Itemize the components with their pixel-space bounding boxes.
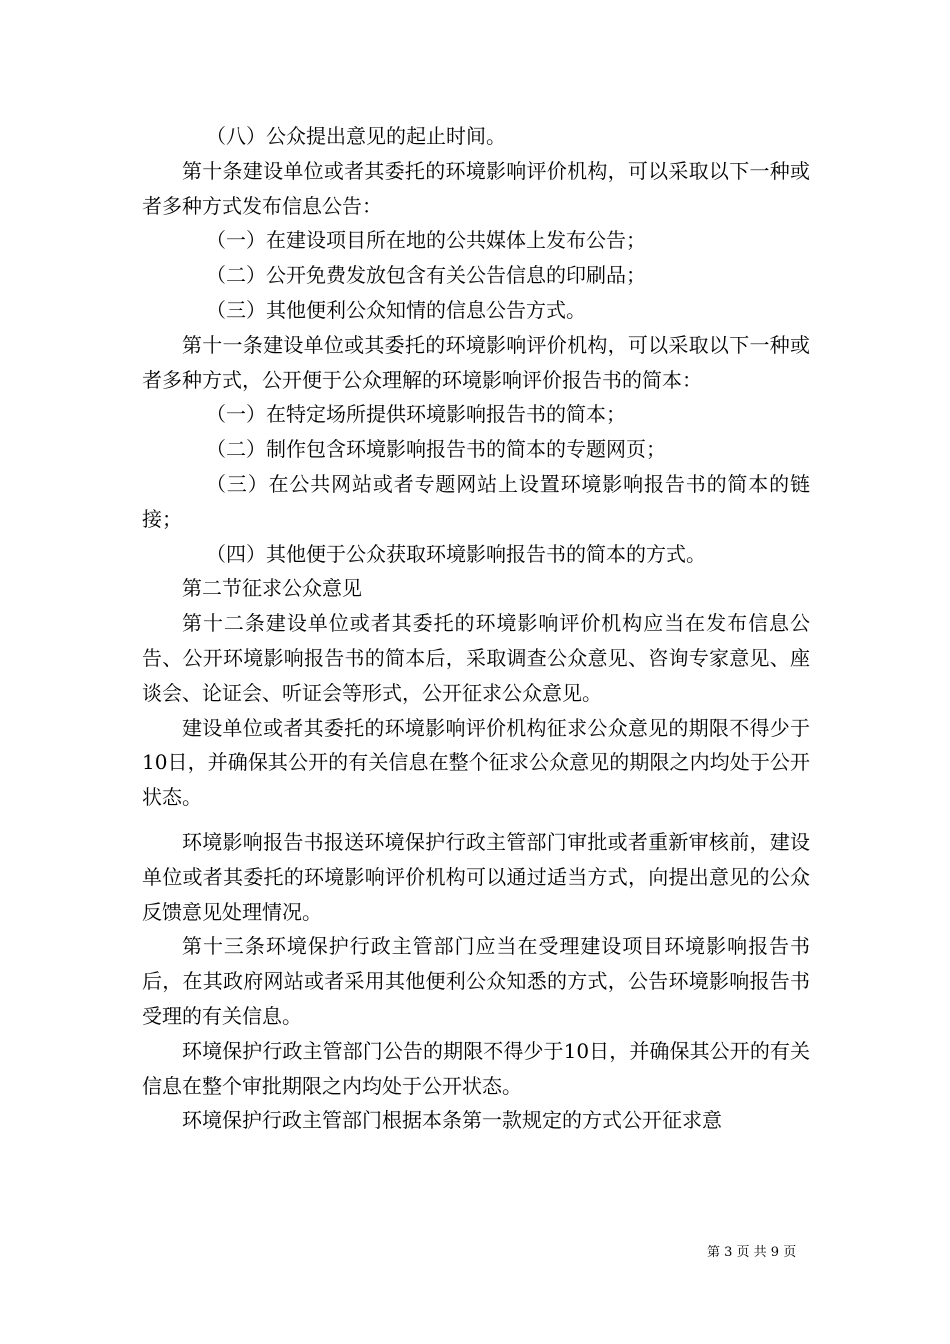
body-paragraph: 第十三条环境保护行政主管部门应当在受理建设项目环境影响报告书后，在其政府网站或者采用其他便利公众知悉的方式，公告环境影响报告书受理的有关信息。 [142,934,810,1028]
list-item-paragraph: （八）公众提出意见的起止时间。 [206,124,506,148]
body-paragraph: 环境保护行政主管部门根据本条第一款规定的方式公开征求意 [182,1108,722,1133]
document-body [142,119,810,1138]
body-paragraph: 第十二条建设单位或者其委托的环境影响评价机构应当在发布信息公告、公开环境影响报告书的简本后，采取调查公众意见、咨询专家意见、座谈会、论证会、听证会等形式，公开征求公众意见。 [142,611,810,705]
list-item-paragraph: （三）其他便利公众知情的信息公告方式。 [206,297,586,322]
page-number-footer: 第 3 页 共 9 页 [707,1245,797,1260]
body-paragraph: 环境影响报告书报送环境保护行政主管部门审批或者重新审核前，建设单位或者其委托的环境影响评价机构可以通过适当方式，向提出意见的公众反馈意见处理情况。 [142,829,810,924]
list-item-paragraph: （二）制作包含环境影响报告书的简本的专题网页； [206,437,666,462]
list-item-paragraph: （一）在建设项目所在地的公共媒体上发布公告； [206,228,646,253]
body-paragraph: 第二节征求公众意见 [182,576,362,601]
list-item-paragraph: （二）公开免费发放包含有关公告信息的印刷品； [206,263,646,288]
list-item-paragraph: （三）在公共网站或者专题网站上设置环境影响报告书的简本的链接； [142,471,810,531]
body-paragraph: 第十条建设单位或者其委托的环境影响评价机构，可以采取以下一种或者多种方式发布信息公告： [142,158,810,218]
body-paragraph: 环境保护行政主管部门公告的期限不得少于10日，并确保其公开的有关信息在整个审批期限之内均处于公开状态。 [142,1038,810,1098]
body-paragraph: 第十一条建设单位或其委托的环境影响评价机构，可以采取以下一种或者多种方式，公开便于公众理解的环境影响评价报告书的简本： [142,332,810,392]
body-paragraph: 建设单位或者其委托的环境影响评价机构征求公众意见的期限不得少于10日，并确保其公开的有关信息在整个征求公众意见的期限之内均处于公开状态。 [142,715,810,810]
list-item-paragraph: （一）在特定场所提供环境影响报告书的简本； [206,402,626,427]
list-item-paragraph: （四）其他便于公众获取环境影响报告书的简本的方式。 [206,541,706,566]
